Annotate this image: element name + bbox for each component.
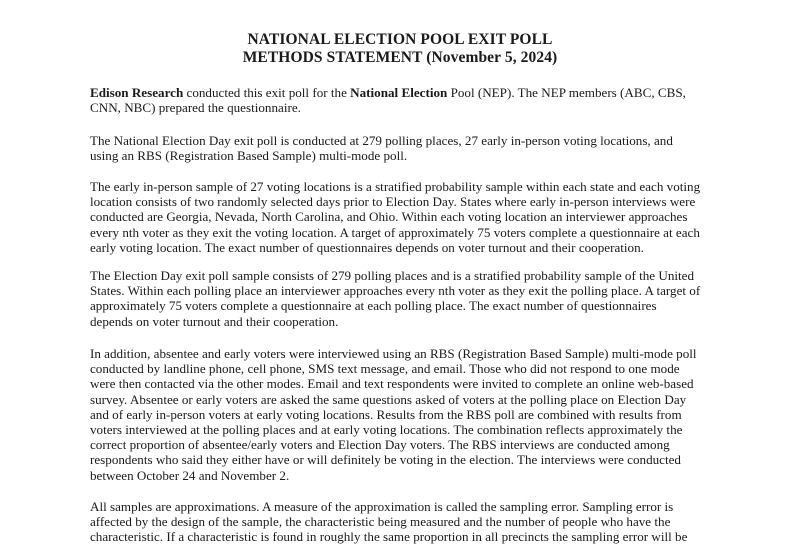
paragraph-line: correct proportion of absentee/early voters and Election Day voters. The RBS interviews are conducted among [90,437,670,453]
paragraph-line: The early in-person sample of 27 voting locations is a stratified probability sample within each state and each voting [90,179,701,194]
paragraph-line: between October 24 and November 2. [90,467,290,483]
paragraph-sampling-error [90,499,730,545]
pool-name: National Election [350,85,448,100]
paragraph-line: survey. Absentee or early voters are asked the same questions asked of voters at the polling place on Election Day [90,391,687,407]
paragraph-locations [90,133,730,163]
intro-text: conducted this exit poll for the [183,85,351,100]
paragraph-line: CNN, NBC) prepared the questionnaire. [90,100,301,116]
paragraph-line [90,85,730,100]
paragraph-line: depends on voter turnout and their cooperation. [90,313,339,329]
paragraph-election-day-sample [90,268,730,329]
paragraph-line: The National Election Day exit poll is conducted at 279 polling places, 27 early in-person voting locations, and [90,133,673,148]
intro-text-cont: Pool (NEP). The NEP members (ABC, CBS, [447,85,686,100]
paragraph-line: conducted are Georgia, Nevada, North Carolina, and Ohio. Within each voting location an interviewer approaches [90,209,688,225]
paragraph-line: were then contacted via the other modes. Email and text respondents were invited to complete an online web-based [90,376,694,392]
paragraph-rbs-poll [90,346,730,483]
paragraph-line: approximately 75 voters complete a questionnaire at each polling place. The exact number of questionnaires [90,298,657,314]
paragraph-line: using an RBS (Registration Based Sample) multi-mode poll. [90,148,408,164]
org-name: Edison Research [90,85,184,100]
document-title-line-1: NATIONAL ELECTION POOL EXIT POLL [247,31,553,48]
paragraph-line: early voting location. The exact number of questionnaires depends on voter turnout and their cooperation. [90,239,644,255]
paragraph-line: every nth voter as they exit the voting location. A target of approximately 75 voters complete a questionnaire at each [90,224,700,240]
paragraph-line: conducted by landline phone, cell phone, SMS text message, and email. Those who did not respond to one mode [90,361,680,377]
paragraph-line: voters interviewed at the polling places and at early voting locations. The combination reflects approximately the [90,422,683,438]
paragraph-intro [90,85,730,115]
paragraph-line: In addition, absentee and early voters were interviewed using an RBS (Registration Based Sample) multi-mode poll [90,346,697,361]
paragraph-early-sample [90,179,730,255]
paragraph-line: All samples are approximations. A measure of the approximation is called the sampling error. Sampling error is [90,499,674,514]
paragraph-line: respondents who said they either have or will definitely be voting in the election. The interviews were conducted [90,452,681,468]
paragraph-line: and of early in-person voters at early voting locations. Results from the RBS poll are combined with results from [90,406,682,422]
document-title-line-2: METHODS STATEMENT (November 5, 2024) [242,49,558,66]
paragraph-line: States. Within each polling place an interviewer approaches every nth voter as they exit the polling place. A target of [90,283,701,299]
paragraph-line: characteristic. If a characteristic is found in roughly the same proportion in all precincts the sampling error will be [90,529,688,545]
paragraph-line: location consists of two randomly selected days prior to Election Day. States where early in-person interviews were [90,194,696,210]
paragraph-line: The Election Day exit poll sample consists of 279 polling places and is a stratified probability sample of the United [90,268,694,283]
paragraph-line: affected by the design of the sample, the characteristic being measured and the number of people who have the [90,514,671,530]
